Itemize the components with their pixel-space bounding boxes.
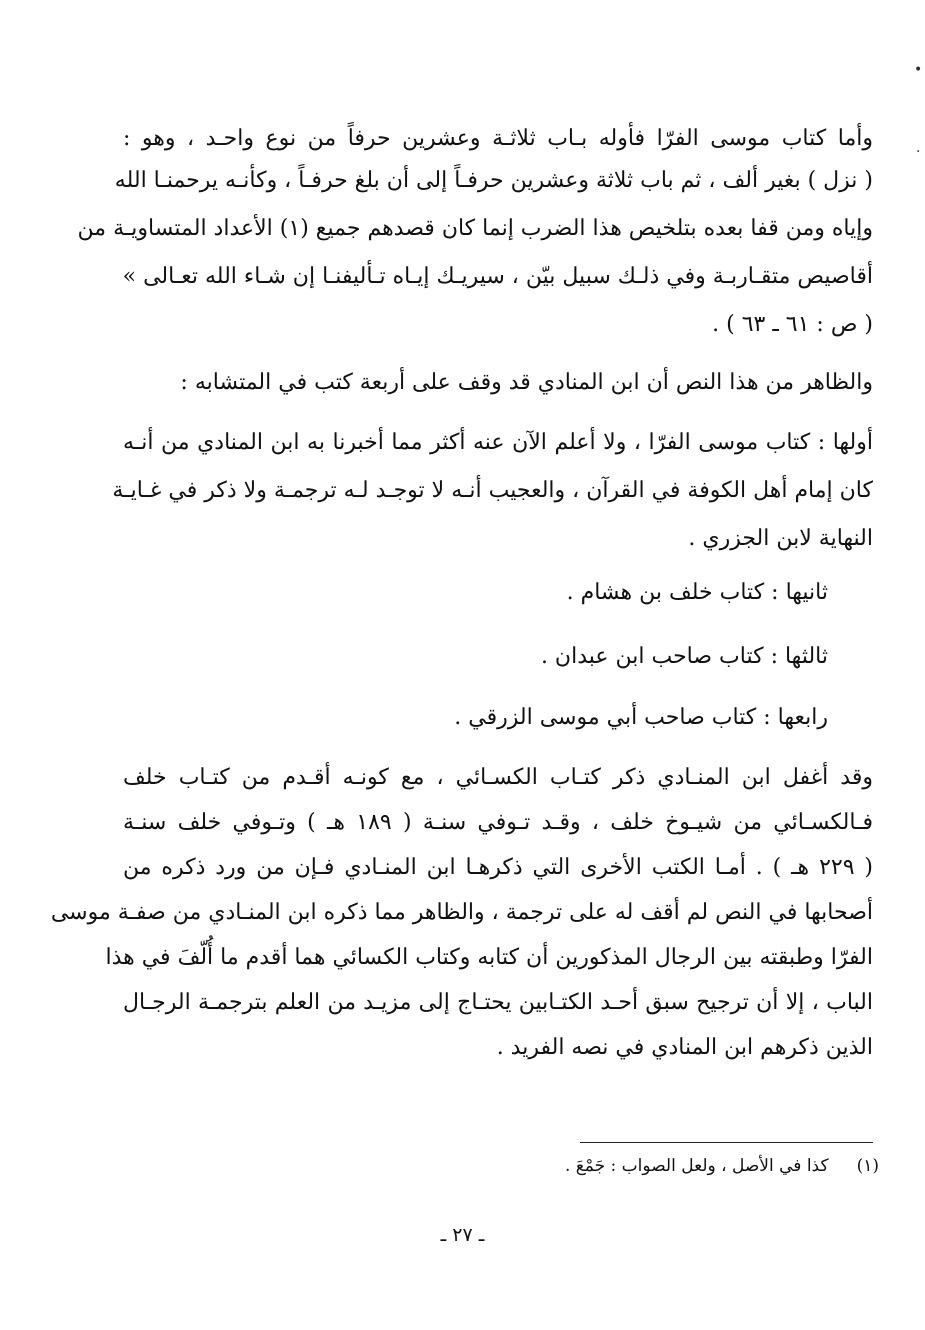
paragraph-4: [50, 765, 874, 1082]
page-number: ـ ٢٧ ـ: [440, 1224, 485, 1246]
paragraph-line: كان إمام أهل الكوفة في القرآن ، والعجيب أنـه لا توجـد لـه ترجمـة ولا ذكر في غـايـة: [112, 478, 873, 503]
paragraph-line: أصحابها في النص لم أقف له على ترجمة ، والظاهر مما ذكره ابن المنـادي من صفـة موسى: [50, 900, 873, 925]
list-item-2: ثانيها : كتاب خلف بن هشام .: [566, 580, 828, 605]
paragraph-line: أولها : كتاب موسى الفرّا ، ولا أعلم الآن عنه أكثر مما أخبرنا به ابن المنادي من أنـه: [123, 430, 873, 455]
list-item-4: رابعها : كتاب صاحب أبي موسى الزرقي .: [454, 705, 828, 730]
footnote-text: كذا في الأصل ، ولعل الصواب : جَمْعَ .: [564, 1156, 829, 1176]
paragraph-line: الفرّا وطبقته بين الرجال المذكورين أن كتابه وكتاب الكسائي هما أقدم ما أُلّفَ في هذا: [105, 945, 873, 970]
paragraph-2: والظاهر من هذا النص أن ابن المنادي قد وقف على أربعة كتب في المتشابه :: [180, 370, 873, 395]
footnote-number: (١): [856, 1156, 879, 1176]
paragraph-line: الذين ذكرهم ابن المنادي في نصه الفريد .: [496, 1035, 873, 1060]
paragraph-line: ( ص : ٦١ ـ ٦٣ ) .: [712, 312, 873, 337]
footnote-divider: [580, 1142, 873, 1143]
paragraph-line: النهاية لابن الجزري .: [688, 526, 873, 551]
paragraph-line: ( ٢٢٩ هـ ) . أمـا الكتب الأخرى التي ذكرهـا ابن المنـادي فـإن من ورد ذكره من: [123, 855, 873, 880]
list-item-3: ثالثها : كتاب صاحب ابن عبدان .: [540, 644, 828, 669]
paragraph-line: وإياه ومن قفا بعده بتلخيص هذا الضرب إنما كان قصدهم جميع (١) الأعداد المتساويـة من: [77, 216, 873, 241]
paragraph-1-body: [77, 168, 873, 362]
paragraph-line: وقد أغفل ابن المنـادي ذكر كتـاب الكسـائي ، مع كونـه أقـدم من كتـاب خلف: [123, 765, 873, 790]
margin-mark: •: [914, 62, 923, 78]
paragraph-line: أقاصيص متقـاربـة وفي ذلـك سبيل بيّن ، سيريـك إيـاه تـأليفنـا إن شـاء الله تعـالى »: [122, 264, 873, 289]
paragraph-line: وأما كتاب موسى الفرّا فأوله بـاب ثلاثـة وعشرين حرفاً من نوع واحـد ، وهو :: [123, 126, 873, 151]
margin-mark: .: [916, 140, 921, 156]
footnote: [565, 1156, 879, 1176]
paragraph-3: [112, 430, 873, 576]
paragraph-line: ( نزل ) بغير ألف ، ثم باب ثلاثة وعشرين حرفـاً إلى أن بلغ حرفـاً ، وكأنـه يرحمنـا الله: [114, 168, 873, 193]
paragraph-line: فـالكسـائي من شيـوخ خلف ، وقـد تـوفي سنـة ( ١٨٩ هـ ) وتـوفي خلف سنـة: [123, 810, 873, 835]
paragraph-line: الباب ، إلا أن ترجيح سبق أحـد الكتـابين يحتـاج إلى مزيـد من العلم بترجمـة الرجـال: [123, 990, 874, 1015]
